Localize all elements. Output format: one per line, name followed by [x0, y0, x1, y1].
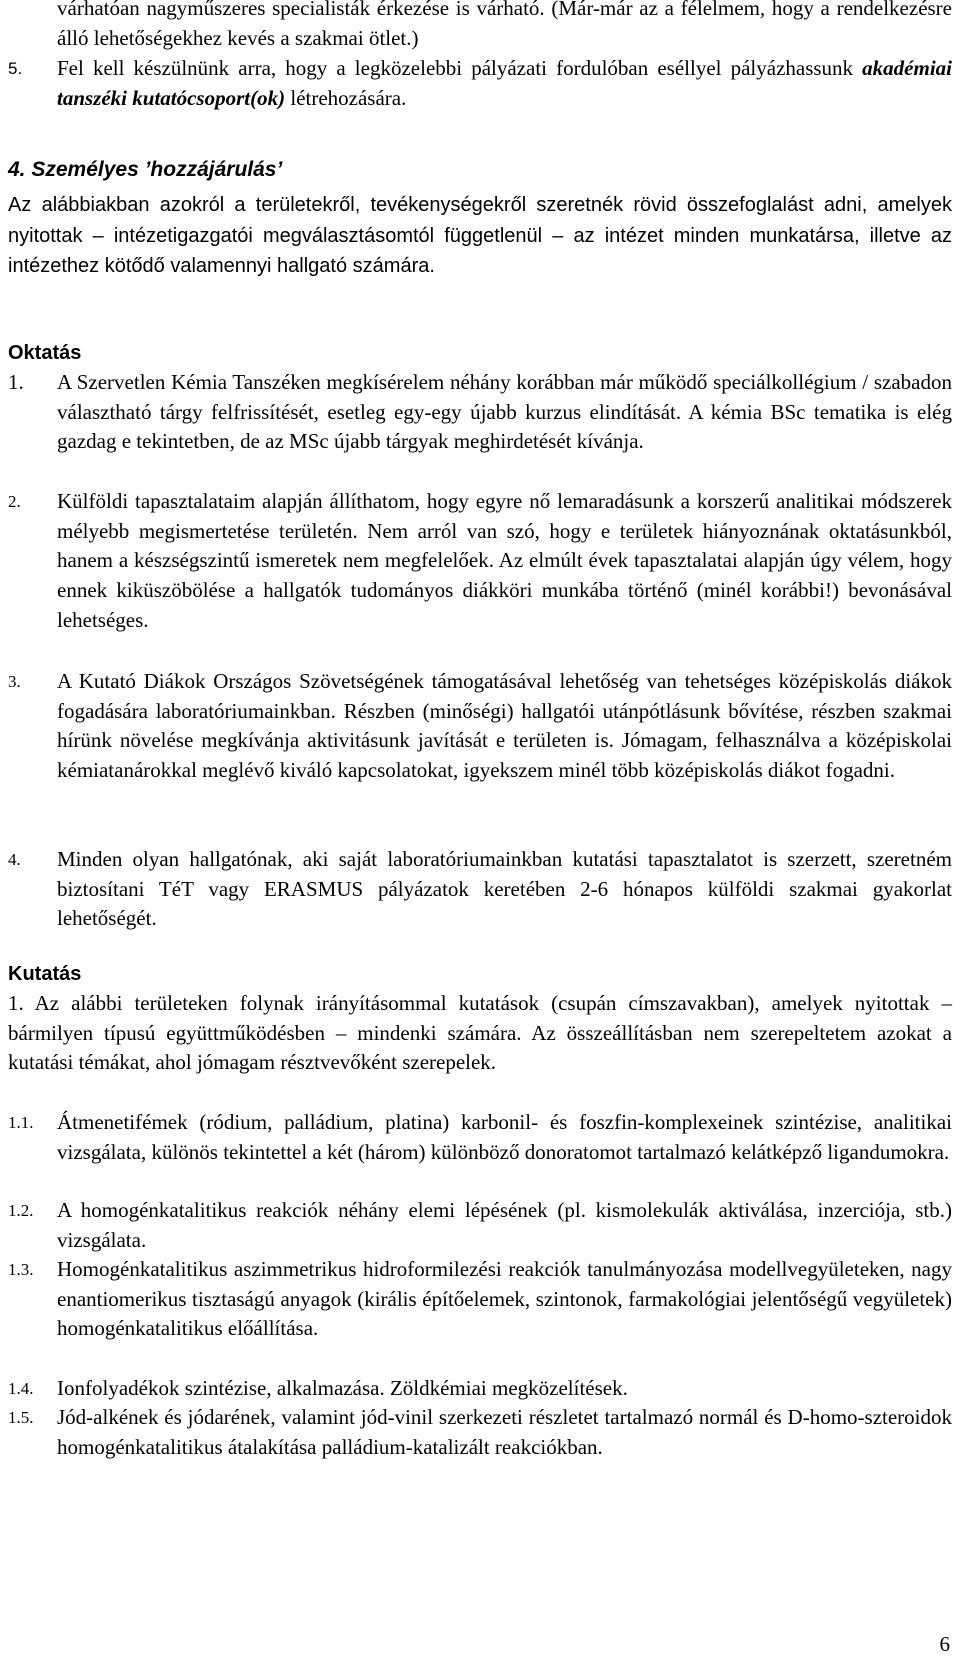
- list-item-text: Minden olyan hallgatónak, aki saját laboratóriumainkban kutatási tapasztalatot is szerzett, szeretném biztosítani TéT vagy ERASMUS pályázatok keretében 2-6 hónapos külföldi szakmai gyakorlat lehetőségét.: [57, 847, 952, 931]
- list-item: [8, 1108, 952, 1167]
- continuation-text: várhatóan nagyműszeres specialisták érkezése is várható. (Már-már az a félelmem, hogy a rendelkezésre álló lehetőségekhez kevés a szakmai ötlet.): [57, 0, 952, 50]
- section-heading: 4. Személyes ’hozzájárulás’: [8, 158, 283, 181]
- list-item: [8, 1196, 952, 1255]
- list-item: [8, 1403, 952, 1462]
- list-item-text: Jód-alkének és jódarének, valamint jód-vinil szerkezeti részletet tartalmazó normál és D-homo-szteroidok homogénkatalitikus átalakítása palládium-katalizált reakciókban.: [57, 1405, 952, 1459]
- list-number: 1.5.: [8, 1408, 34, 1427]
- kutatas-intro: 1. Az alábbi területeken folynak irányításommal kutatások (csupán címszavakban), amelyek nyitottak – bármilyen típusú együttműködésben – mindenki számára. Az összeállításban nem szerepeltetem azokat a kutatási témákat, ahol jómagam résztvevőként szerepelek.: [8, 991, 952, 1075]
- list-number: 1.: [8, 370, 24, 394]
- list-item-text: Ionfolyadékok szintézise, alkalmazása. Zöldkémiai megközelítések.: [57, 1376, 628, 1400]
- list-item: [8, 487, 952, 636]
- list-item-text: Külföldi tapasztalataim alapján állíthatom, hogy egyre nő lemaradásunk a korszerű analitikai módszerek mélyebb megismertetése területén. Nem arról van szó, hogy e területek hiányoznának oktatásunkból, hanem a készségszintű ismeretek nem megfelelőek. Az elmúlt évek tapasztalatai alapján úgy vélem, hogy ennek kiküszöbölése a hallgatók tudományos diákköri munkába történő (minél korábbi!) bevonásával lehetséges.: [57, 489, 952, 632]
- list-item-text: A Kutató Diákok Országos Szövetségének támogatásával lehetőség van tehetséges középiskolás diákok fogadására laboratóriumainkban. Részben (minőségi) hallgatói utánpótlásunk bővítése, részben szakmai hírünk növelése megkívánja aktivitásunk javítását e területen is. Jómagam, felhasználva a középiskolai kémiatanárokkal meglévő kiváló kapcsolatokat, igyekszem minél több középiskolás diákot fogadni.: [57, 669, 952, 783]
- oktatas-heading: Oktatás: [8, 342, 82, 364]
- section-intro: Az alábbiakban azokról a területekről, tevékenységekről szeretnék rövid összefoglalást adni, amelyek nyitottak – intézetigazgatói megválasztásomtól függetlenül – az intézet minden munkatársa, illetve az intézethez kötődő valamennyi hallgató számára.: [8, 194, 952, 277]
- list-number: 5.: [8, 59, 23, 78]
- list-item: [8, 368, 952, 457]
- list-item: [8, 1255, 952, 1344]
- list-number: 2.: [8, 492, 21, 511]
- list-item-text: A Szervetlen Kémia Tanszéken megkísérelem néhány korábban már működő speciálkollégium / szabadon választható tárgy felfrissítését, esetleg egy-egy újabb kurzus elindítását. A kémia BSc tematika is elég gazdag e tekintetben, de az MSc újabb tárgyak meghirdetését kívánja.: [57, 370, 952, 454]
- emphasis-text: akadémiai tanszéki kutatócsoport(ok): [57, 56, 952, 110]
- list-item-text: A homogénkatalitikus reakciók néhány elemi lépésének (pl. kismolekulák aktiválása, inzerciója, stb.) vizsgálata.: [57, 1198, 952, 1252]
- list-number: 4.: [8, 850, 21, 869]
- list-item-text: Átmenetifémek (ródium, palládium, platina) karbonil- és foszfin-komplexeinek szintézise, analitikai vizsgálata, különös tekintettel a két (három) különböző donoratomot tartalmazó kelátképző ligandumokra.: [57, 1110, 952, 1164]
- list-number: 1.3.: [8, 1260, 34, 1279]
- list-item: [8, 1374, 952, 1404]
- list-number: 3.: [8, 672, 21, 691]
- list-item: [8, 667, 952, 786]
- list-item: [8, 845, 952, 934]
- list-number: 1.1.: [8, 1113, 34, 1132]
- list-number: 1.4.: [8, 1379, 34, 1398]
- continuation-paragraph: [8, 0, 952, 53]
- kutatas-heading: Kutatás: [8, 963, 82, 985]
- list-number: 1.2.: [8, 1201, 34, 1220]
- list-item-5: [8, 54, 952, 113]
- list-item-text: Fel kell készülnünk arra, hogy a legközelebbi pályázati fordulóban eséllyel pályázhassunk akadémiai tanszéki kutatócsoport(ok) létrehozására.: [57, 56, 952, 110]
- page-number: 6: [939, 1632, 950, 1656]
- list-item-text: Homogénkatalitikus aszimmetrikus hidroformilezési reakciók tanulmányozása modellvegyületeken, nagy enantiomerikus tisztaságú anyagok (királis építőelemek, szintonok, farmakológiai jelentőségű vegyületek) homogénkatalitikus előállítása.: [57, 1257, 952, 1341]
